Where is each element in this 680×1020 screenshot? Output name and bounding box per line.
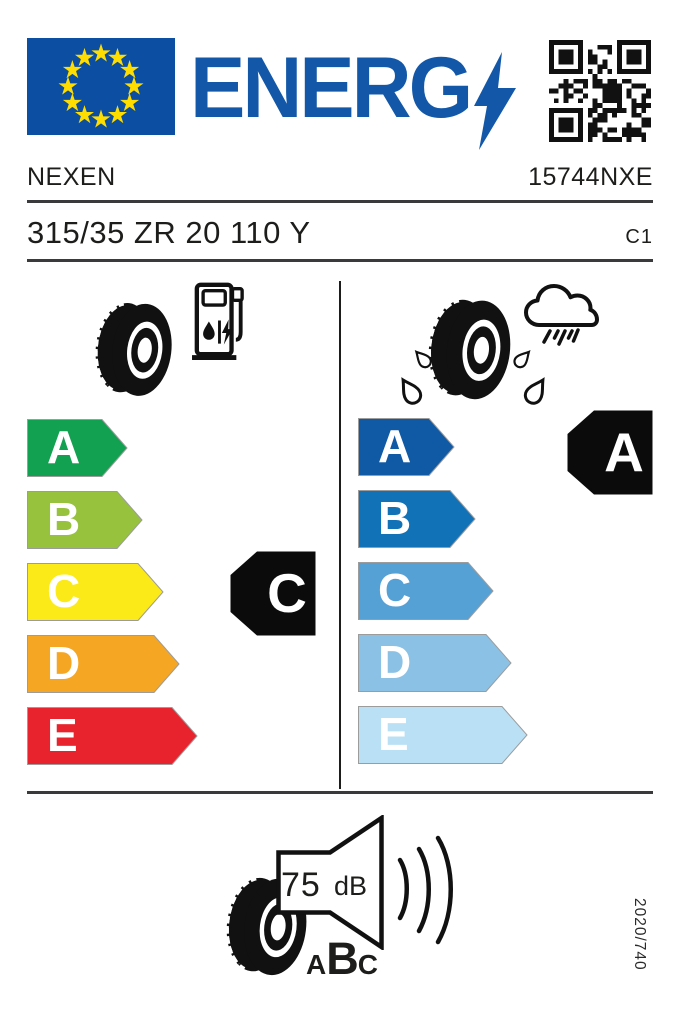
rating-class-letter: B [378, 492, 412, 544]
water-splash-icon [396, 348, 438, 412]
rating-class-letter: D [47, 637, 81, 689]
arrow-shape [358, 490, 476, 548]
rating-arrow-e [358, 706, 528, 764]
rating-class-letter: E [378, 708, 409, 760]
fuel-rating-letter: C [267, 562, 307, 624]
rating-class-letter: B [47, 493, 81, 545]
noise-value: 75 [281, 866, 321, 904]
rating-class-letter: C [47, 565, 81, 617]
arrow-shape [27, 491, 143, 549]
tire-icon [93, 293, 177, 405]
rating-arrow-b [27, 491, 143, 549]
rating-class-letter: E [47, 709, 78, 761]
vehicle-class: C1 [625, 226, 653, 248]
noise-class-a: A [306, 949, 327, 980]
fuel-efficiency-ladder [27, 419, 247, 769]
noise-class-c: C [357, 949, 378, 980]
rating-arrow-a [358, 418, 455, 476]
rain-cloud-icon [519, 280, 599, 348]
eu-flag [27, 38, 175, 135]
tire-icon [426, 290, 516, 408]
wet-grip-rating-letter: A [604, 421, 644, 483]
qr-code [549, 40, 651, 142]
brand-name: NEXEN [27, 163, 116, 191]
rating-arrow-a [27, 419, 128, 477]
water-splash-icon [510, 348, 552, 412]
column-divider [339, 281, 341, 789]
noise-rating-letter: B [326, 933, 358, 984]
rating-arrow-d [358, 634, 512, 692]
rating-class-letter: A [47, 421, 81, 473]
rating-arrow-d [27, 635, 180, 693]
fuel-pump-icon [190, 281, 248, 360]
rating-arrow-c [27, 563, 164, 621]
size-row [27, 215, 653, 251]
fuel-efficiency-rating-badge [230, 551, 316, 636]
separator-line [27, 791, 653, 794]
rating-class-letter: A [378, 420, 412, 472]
rating-class-letter: D [378, 636, 412, 688]
energ-text: ENERG [190, 38, 471, 136]
wet-grip-rating-badge [567, 410, 653, 495]
brand-row [27, 163, 653, 192]
rating-class-letter: C [378, 564, 412, 616]
wet-grip-ladder [358, 418, 578, 768]
regulation-number: 2020/740 [631, 898, 648, 971]
rating-arrow-b [358, 490, 476, 548]
rating-arrow-e [27, 707, 198, 765]
separator-line [27, 200, 653, 203]
tire-size: 315/35 ZR 20 110 Y [27, 215, 311, 250]
rating-arrow-c [358, 562, 494, 620]
sound-waves-icon [400, 838, 451, 942]
energ-logo [190, 40, 516, 140]
separator-line [27, 259, 653, 262]
article-code: 15744NXE [528, 163, 653, 191]
noise-class-scale [306, 933, 378, 986]
lightning-bolt-icon [474, 52, 516, 150]
noise-unit: dB [334, 871, 368, 901]
